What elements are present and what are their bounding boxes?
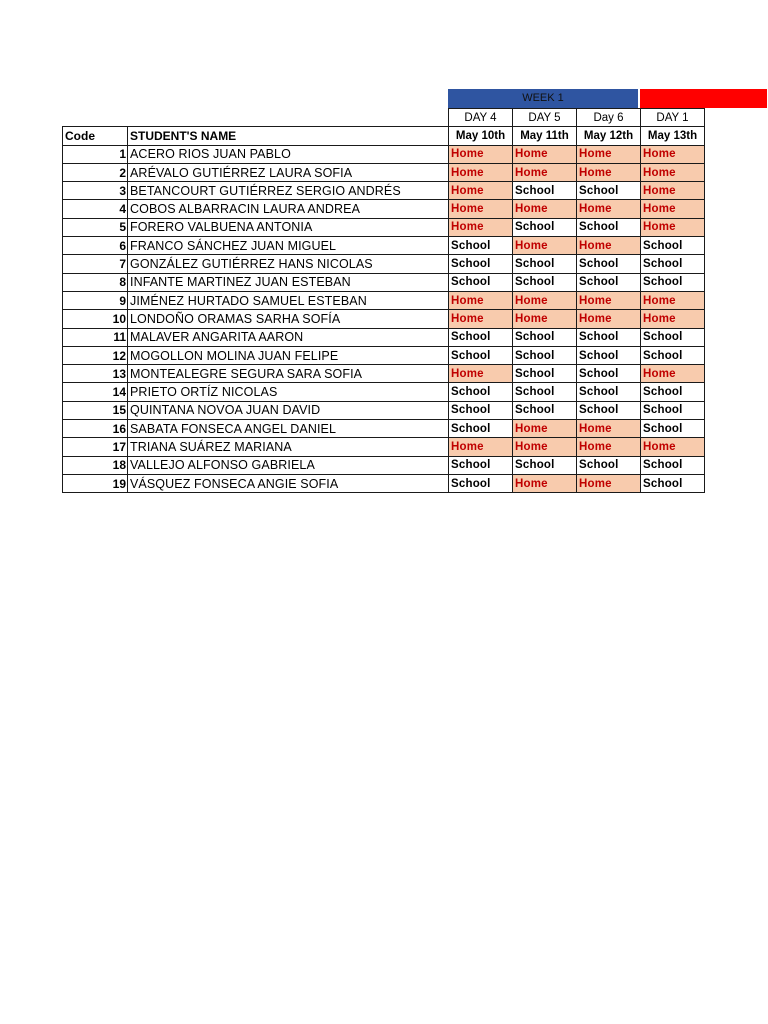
name-column-header[interactable]: STUDENT'S NAME bbox=[128, 127, 449, 145]
attendance-cell[interactable]: School bbox=[577, 328, 641, 346]
attendance-cell[interactable]: Home bbox=[513, 291, 577, 309]
student-name[interactable]: ACERO RIOS JUAN PABLO bbox=[128, 145, 449, 163]
attendance-cell[interactable]: School bbox=[641, 420, 705, 438]
student-name[interactable]: JIMÉNEZ HURTADO SAMUEL ESTEBAN bbox=[128, 291, 449, 309]
attendance-cell[interactable]: School bbox=[449, 273, 513, 291]
student-name[interactable]: ARÉVALO GUTIÉRREZ LAURA SOFIA bbox=[128, 163, 449, 181]
attendance-cell[interactable]: School bbox=[449, 237, 513, 255]
student-row bbox=[63, 401, 705, 419]
attendance-cell[interactable]: Home bbox=[513, 474, 577, 492]
date-header[interactable]: May 11th bbox=[513, 127, 577, 145]
attendance-cell[interactable]: School bbox=[513, 365, 577, 383]
student-row bbox=[63, 383, 705, 401]
attendance-cell[interactable]: Home bbox=[577, 438, 641, 456]
red-header-band[interactable] bbox=[640, 89, 767, 108]
student-row bbox=[63, 291, 705, 309]
student-code[interactable]: 4 bbox=[63, 200, 128, 218]
student-code[interactable]: 10 bbox=[63, 310, 128, 328]
attendance-cell[interactable]: Home bbox=[449, 291, 513, 309]
attendance-cell[interactable]: School bbox=[513, 328, 577, 346]
student-name[interactable]: INFANTE MARTINEZ JUAN ESTEBAN bbox=[128, 273, 449, 291]
attendance-cell[interactable]: School bbox=[449, 383, 513, 401]
student-row bbox=[63, 163, 705, 181]
attendance-table bbox=[62, 108, 705, 493]
student-name[interactable]: FORERO VALBUENA ANTONIA bbox=[128, 218, 449, 236]
attendance-cell[interactable]: Home bbox=[641, 200, 705, 218]
day-header[interactable]: DAY 5 bbox=[513, 109, 577, 127]
student-row bbox=[63, 456, 705, 474]
attendance-cell[interactable]: School bbox=[449, 420, 513, 438]
student-row bbox=[63, 145, 705, 163]
day-header[interactable]: DAY 4 bbox=[449, 109, 513, 127]
student-name[interactable]: LONDOÑO ORAMAS SARHA SOFÍA bbox=[128, 310, 449, 328]
attendance-cell[interactable]: Home bbox=[513, 420, 577, 438]
attendance-cell[interactable]: Home bbox=[641, 145, 705, 163]
attendance-cell[interactable]: School bbox=[577, 255, 641, 273]
student-row bbox=[63, 420, 705, 438]
attendance-cell[interactable]: School bbox=[513, 456, 577, 474]
attendance-cell[interactable]: Home bbox=[449, 145, 513, 163]
attendance-cell[interactable]: Home bbox=[641, 438, 705, 456]
day-header[interactable]: Day 6 bbox=[577, 109, 641, 127]
attendance-cell[interactable]: Home bbox=[449, 218, 513, 236]
attendance-cell[interactable]: School bbox=[449, 401, 513, 419]
attendance-cell[interactable]: Home bbox=[641, 291, 705, 309]
attendance-cell[interactable]: School bbox=[449, 255, 513, 273]
student-name[interactable]: TRIANA SUÁREZ MARIANA bbox=[128, 438, 449, 456]
student-name[interactable]: MOGOLLON MOLINA JUAN FELIPE bbox=[128, 346, 449, 364]
attendance-cell[interactable]: School bbox=[577, 456, 641, 474]
student-code[interactable]: 16 bbox=[63, 420, 128, 438]
student-row bbox=[63, 218, 705, 236]
attendance-cell[interactable]: School bbox=[641, 456, 705, 474]
attendance-cell[interactable]: Home bbox=[449, 438, 513, 456]
attendance-cell[interactable]: School bbox=[641, 273, 705, 291]
student-code[interactable]: 15 bbox=[63, 401, 128, 419]
attendance-cell[interactable]: School bbox=[577, 218, 641, 236]
student-code[interactable]: 7 bbox=[63, 255, 128, 273]
attendance-cell[interactable]: Home bbox=[641, 182, 705, 200]
attendance-cell[interactable]: Home bbox=[513, 163, 577, 181]
student-code[interactable]: 17 bbox=[63, 438, 128, 456]
attendance-cell[interactable]: Home bbox=[449, 365, 513, 383]
attendance-cell[interactable]: Home bbox=[513, 200, 577, 218]
student-code[interactable]: 12 bbox=[63, 346, 128, 364]
day-header[interactable]: DAY 1 bbox=[641, 109, 705, 127]
attendance-cell[interactable]: Home bbox=[577, 474, 641, 492]
attendance-cell[interactable]: Home bbox=[513, 438, 577, 456]
attendance-cell[interactable]: School bbox=[513, 182, 577, 200]
attendance-cell[interactable]: School bbox=[641, 237, 705, 255]
attendance-cell[interactable]: School bbox=[641, 328, 705, 346]
attendance-cell[interactable]: School bbox=[641, 383, 705, 401]
week-header[interactable]: WEEK 1 bbox=[448, 89, 638, 108]
student-row bbox=[63, 273, 705, 291]
date-header[interactable]: May 13th bbox=[641, 127, 705, 145]
student-row bbox=[63, 200, 705, 218]
student-name[interactable]: BETANCOURT GUTIÉRREZ SERGIO ANDRÉS bbox=[128, 182, 449, 200]
student-name[interactable]: QUINTANA NOVOA JUAN DAVID bbox=[128, 401, 449, 419]
attendance-cell[interactable]: School bbox=[449, 328, 513, 346]
date-header[interactable]: May 10th bbox=[449, 127, 513, 145]
student-name[interactable]: FRANCO SÁNCHEZ JUAN MIGUEL bbox=[128, 237, 449, 255]
attendance-cell[interactable]: Home bbox=[449, 182, 513, 200]
attendance-cell[interactable]: Home bbox=[449, 200, 513, 218]
attendance-cell[interactable]: School bbox=[641, 255, 705, 273]
student-row bbox=[63, 237, 705, 255]
attendance-cell[interactable]: Home bbox=[513, 310, 577, 328]
student-row bbox=[63, 255, 705, 273]
attendance-cell[interactable]: School bbox=[577, 182, 641, 200]
attendance-cell[interactable]: Home bbox=[577, 420, 641, 438]
student-name[interactable]: GONZÁLEZ GUTIÉRREZ HANS NICOLAS bbox=[128, 255, 449, 273]
student-row bbox=[63, 328, 705, 346]
student-code[interactable]: 8 bbox=[63, 273, 128, 291]
student-row bbox=[63, 365, 705, 383]
student-code[interactable]: 13 bbox=[63, 365, 128, 383]
student-code[interactable]: 3 bbox=[63, 182, 128, 200]
attendance-cell[interactable]: School bbox=[449, 474, 513, 492]
attendance-cell[interactable]: School bbox=[449, 346, 513, 364]
attendance-cell[interactable]: School bbox=[577, 365, 641, 383]
attendance-cell[interactable]: Home bbox=[641, 218, 705, 236]
student-code[interactable]: 9 bbox=[63, 291, 128, 309]
attendance-cell[interactable]: Home bbox=[577, 310, 641, 328]
code-column-header[interactable]: Code bbox=[63, 127, 128, 145]
student-code[interactable]: 19 bbox=[63, 474, 128, 492]
student-name[interactable]: PRIETO ORTÍZ NICOLAS bbox=[128, 383, 449, 401]
attendance-cell[interactable]: Home bbox=[641, 163, 705, 181]
student-code[interactable]: 11 bbox=[63, 328, 128, 346]
attendance-cell[interactable]: Home bbox=[577, 291, 641, 309]
student-row bbox=[63, 310, 705, 328]
student-code[interactable]: 2 bbox=[63, 163, 128, 181]
attendance-cell[interactable]: School bbox=[449, 456, 513, 474]
attendance-cell[interactable]: School bbox=[513, 383, 577, 401]
student-name[interactable]: VALLEJO ALFONSO GABRIELA bbox=[128, 456, 449, 474]
student-code[interactable]: 6 bbox=[63, 237, 128, 255]
student-name[interactable]: COBOS ALBARRACIN LAURA ANDREA bbox=[128, 200, 449, 218]
attendance-cell[interactable]: School bbox=[577, 401, 641, 419]
attendance-cell[interactable]: School bbox=[513, 255, 577, 273]
attendance-cell[interactable]: Home bbox=[513, 237, 577, 255]
student-code[interactable]: 14 bbox=[63, 383, 128, 401]
attendance-cell[interactable]: School bbox=[577, 273, 641, 291]
student-name[interactable]: MALAVER ANGARITA AARON bbox=[128, 328, 449, 346]
attendance-cell[interactable]: School bbox=[513, 346, 577, 364]
student-code[interactable]: 18 bbox=[63, 456, 128, 474]
student-row bbox=[63, 346, 705, 364]
attendance-cell[interactable]: Home bbox=[641, 310, 705, 328]
attendance-cell[interactable]: Home bbox=[449, 310, 513, 328]
attendance-cell[interactable]: School bbox=[577, 383, 641, 401]
attendance-cell[interactable]: Home bbox=[641, 365, 705, 383]
column-header-row bbox=[63, 127, 705, 145]
attendance-cell[interactable]: Home bbox=[513, 145, 577, 163]
student-row bbox=[63, 474, 705, 492]
student-name[interactable]: SABATA FONSECA ANGEL DANIEL bbox=[128, 420, 449, 438]
attendance-cell[interactable]: Home bbox=[577, 163, 641, 181]
day-header-row bbox=[63, 109, 705, 127]
attendance-cell[interactable]: School bbox=[513, 401, 577, 419]
student-name[interactable]: MONTEALEGRE SEGURA SARA SOFIA bbox=[128, 365, 449, 383]
student-code[interactable]: 1 bbox=[63, 145, 128, 163]
attendance-cell[interactable]: Home bbox=[577, 145, 641, 163]
attendance-cell[interactable]: Home bbox=[577, 200, 641, 218]
student-row bbox=[63, 182, 705, 200]
attendance-cell[interactable]: Home bbox=[577, 237, 641, 255]
attendance-cell[interactable]: School bbox=[641, 401, 705, 419]
attendance-cell[interactable]: Home bbox=[449, 163, 513, 181]
attendance-cell[interactable]: School bbox=[641, 474, 705, 492]
attendance-cell[interactable]: School bbox=[513, 273, 577, 291]
attendance-cell[interactable]: School bbox=[641, 346, 705, 364]
student-code[interactable]: 5 bbox=[63, 218, 128, 236]
attendance-cell[interactable]: School bbox=[577, 346, 641, 364]
attendance-cell[interactable]: School bbox=[513, 218, 577, 236]
student-row bbox=[63, 438, 705, 456]
date-header[interactable]: May 12th bbox=[577, 127, 641, 145]
student-name[interactable]: VÁSQUEZ FONSECA ANGIE SOFIA bbox=[128, 474, 449, 492]
